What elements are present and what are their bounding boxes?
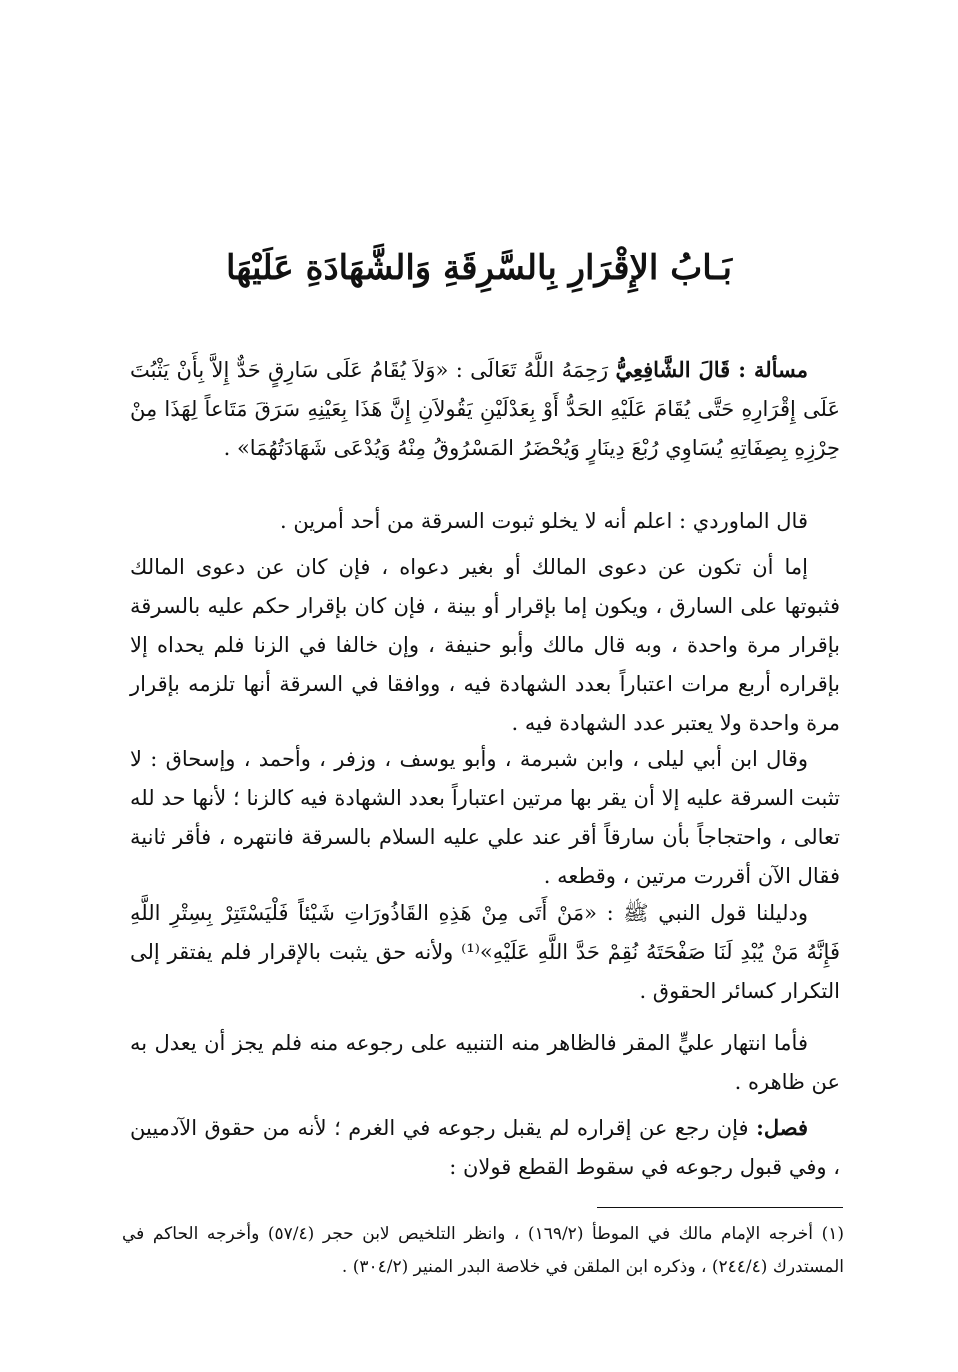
ibn-text: وقال ابن أبي ليلى ، وابن شبرمة ، وأبو يوسف ، وزفر ، وأحمد ، وإسحاق : لا تثبت السرقة عليه إلا أن يقر بها مرتين اعتباراً بعدد الشهادة فيه كالزنا ؛ لأنها حد لله تعالى ، واحتجاجاً بأن سارقاً أقر عند علي عليه السلام بالسرقة فانتهره ، فأقر ثانية فقال الآن أقررت مرتين ، وقطعه . (130, 747, 840, 888)
dalil-text: ودليلنا قول النبي ﷺ : «مَنْ أَتَى مِنْ هَذِهِ القَاذُورَاتِ شَيْئاً فَلْيَسْتَتِرْ بِسِتْرِ اللَّهِ فَإِنَّهُ مَنْ يُبْدِ لَنَا صَفْحَتَهُ نُقِمْ حَدَّ اللَّهِ عَلَيْهِ»⁽¹⁾ ولأنه حق يثبت بالإقرار فلم يفتقر إلى التكرار كسائر الحقوق . (130, 901, 840, 1003)
paragraph-mawardi (130, 502, 840, 544)
imma-text: إما أن تكون عن دعوى المالك أو بغير دعواه ، فإن كان عن دعوى المالك فثبوتها على السارق ، ويكون إما بإقرار أو بينة ، فإن كان بإقرار حكم عليه بالسرقة بإقرار مرة واحدة ، وبه قال مالك وأبو حنيفة ، وإن خالفا في الزنا فلم يحداه إلا بإقراره أربع مرات اعتباراً بعدد الشهادة فيه ، ووافقا في السرقة أنها تلزمه بإقرار مرة واحدة ولا يعتبر عدد الشهادة فيه . (130, 555, 840, 735)
paragraph-ibn-abi-layla (130, 740, 840, 892)
fasl-lead: فصل: (756, 1115, 808, 1140)
masala-lead: مسألة : قَالَ الشَّافِعِيُّ (615, 357, 808, 382)
amma-text: فأما انتهار عليٍّ المقر فالظاهر منه التنبيه على رجوعه منه فلم يجز أن يعدل به عن ظاهره . (130, 1031, 840, 1094)
paragraph-dalil (130, 894, 840, 1014)
mawardi-text: قال الماوردي : اعلم أنه لا يخلو ثبوت السرقة من أحد أمرين . (279, 509, 808, 533)
paragraph-masala (130, 350, 840, 500)
paragraph-imma (130, 548, 840, 738)
chapter-title: بَـابُ الإِقْرَارِ بِالسَّرِقَةِ وَالشَّهَادَةِ عَلَيْهَا (226, 248, 732, 288)
footnote (122, 1218, 844, 1284)
footnote-divider (597, 1207, 843, 1208)
paragraph-amma (130, 1024, 840, 1102)
footnote-text: (١) أخرجه الإمام مالك في الموطأ (١٦٩/٢) ، وانظر التلخيص لابن حجر (٥٧/٤) وأخرجه الحاكم في المستدرك (٢٤٤/٤) ، وذكره ابن الملقن في خلاصة البدر المنير (٣٠٤/٢) . (122, 1224, 844, 1277)
masala-text: رَحِمَهُ اللَّهُ تَعَالَى : «وَلاَ يُقَامُ عَلَى سَارِقٍ حَدٌّ إِلاَّ بِأَنْ يَثْبُتَ عَلَى إِقْرَارِهِ حَتَّى يُقَامَ عَلَيْهِ الحَدُّ أَوْ بِعَدْلَيْنِ يَقُولاَنِ إِنَّ هَذَا بِعَيْنِهِ سَرَقَ مَتَاعاً لِهَذَا مِنْ حِرْزِهِ بِصِفَاتِهِ يُسَاوِي رُبْعَ دِينَارٍ وَيُحْضَرُ المَسْرُوقُ مِنْهُ وَيُدْعَى شَهَادَتُهُمَا» . (130, 358, 840, 460)
fasl-text: فإن رجع عن إقراره لم يقبل رجوعه في الغرم ؛ لأنه من حقوق الآدميين ، وفي قبول رجوعه في سقوط القطع قولان : (130, 1116, 840, 1179)
paragraph-fasl (130, 1108, 840, 1188)
